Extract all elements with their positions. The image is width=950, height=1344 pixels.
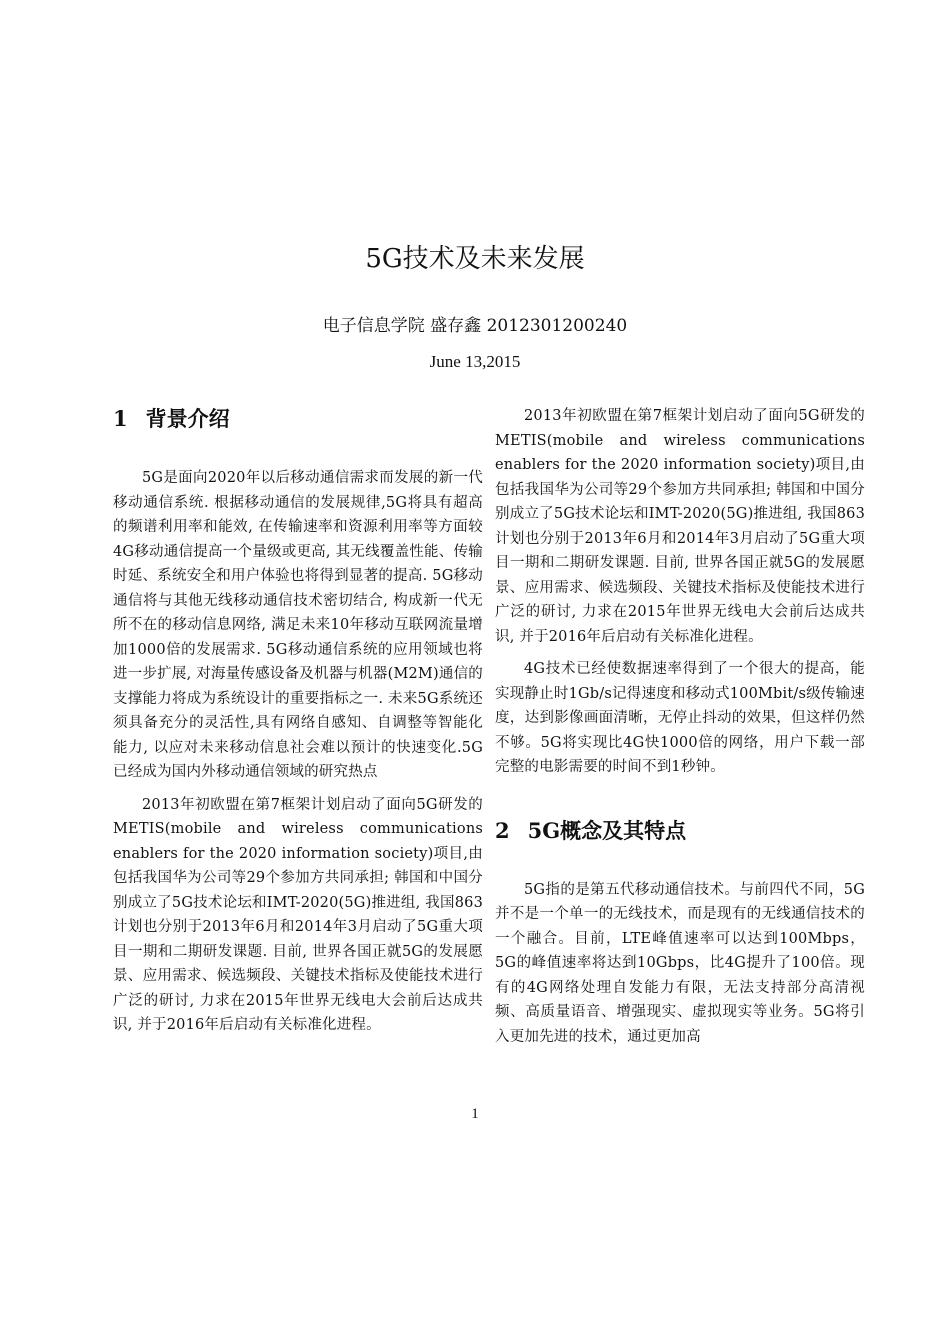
paper-title: 5G技术及未来发展 <box>365 244 585 274</box>
section-1-paragraph-1: 5G是面向2020年以后移动通信需求而发展的新一代移动通信系统. 根据移动通信的发展规律,5G将具有超高的频谱利用率和能效, 在传输速率和资源利用率等方面较4G移动通信提高一个量级或更高, 其无线覆盖性能、传输时延、系统安全和用户体验也将得到显著的提高. 5G移动通信将与其他无线移动通信技术密切结合, 构成新一代无所不在的移动信息网络, 满足未来10年移动互联网流量增加1000倍的发展需求. 5G移动通信系统的应用领域也将进一步扩展, 对海量传感设备及机器与机器(M2M)通信的支撑能力将成为系统设计的重要指标之一. 未来5G系统还须具备充分的灵活性,具有网络自感知、自调整等智能化能力, 以应对未来移动信息社会难以预计的快速变化.5G已经成为国内外移动通信领域的研究热点 <box>113 470 483 780</box>
author-line: 电子信息学院 盛存鑫 2012301200240 <box>322 316 628 336</box>
section-2-number: 2 <box>495 817 510 843</box>
left-column <box>113 404 483 1038</box>
section-2-heading <box>495 816 865 846</box>
section-1-heading <box>113 404 483 434</box>
page-number: 1 <box>471 1106 479 1122</box>
section-2-title: 5G概念及其特点 <box>527 817 687 843</box>
section-1-number: 1 <box>113 406 128 431</box>
section-2-paragraph-1: 5G指的是第五代移动通信技术。与前四代不同，5G并不是一个单一的无线技术，而是现有的无线通信技术的一个融合。目前，LTE峰值速率可以达到100Mbps，5G的峰值速率将达到10Gbps，比4G提升了100倍。现有的4G网络处理自发能力有限，无法支持部分高清视频、高质量语音、增强现实、虚拟现实等业务。5G将引入更加先进的技术，通过更加高 <box>495 881 865 1045</box>
section-1-paragraph-3: 2013年初欧盟在第7框架计划启动了面向5G研发的METIS(mobile and wireless communications enablers for the 2020 information society)项目,由包括我国华为公司等29个参加方共同承担; 韩国和中国分别成立了5G技术论坛和IMT-2020(5G)推进组, 我国863计划也分别于2013年6月和2014年3月启动了5G重大项目一期和二期研发课题. 目前, 世界各国正就5G的发展愿景、应用需求、候选频段、关键技术指标及使能技术进行广泛的研讨, 力求在2015年世界无线电大会前后达成共识, 并于2016年后启动有关标准化进程。 <box>495 408 865 645</box>
section-1-paragraph-2: 2013年初欧盟在第7框架计划启动了面向5G研发的METIS(mobile and wireless communications enablers for the 2020 information society)项目,由包括我国华为公司等29个参加方共同承担; 韩国和中国分别成立了5G技术论坛和IMT-2020(5G)推进组, 我国863计划也分别于2013年6月和2014年3月启动了5G重大项目一期和二期研发课题. 目前, 世界各国正就5G的发展愿景、应用需求、候选频段、关键技术指标及使能技术进行广泛的研讨, 力求在2015年世界无线电大会前后达成共识, 并于2016年后启动有关标准化进程。 <box>113 796 483 1033</box>
paper-date: June 13,2015 <box>429 352 521 371</box>
section-1-paragraph-4: 4G技术已经使数据速率得到了一个很大的提高，能实现静止时1Gb/s记得速度和移动式100Mbit/s级传输速度，达到影像画面清晰，无停止抖动的效果，但这样仍然不够。5G将实现比4G快1000倍的网络，用户下载一部完整的电影需要的时间不到1秒钟。 <box>495 661 865 775</box>
right-column <box>495 404 865 1049</box>
section-1-title: 背景介绍 <box>145 406 230 431</box>
